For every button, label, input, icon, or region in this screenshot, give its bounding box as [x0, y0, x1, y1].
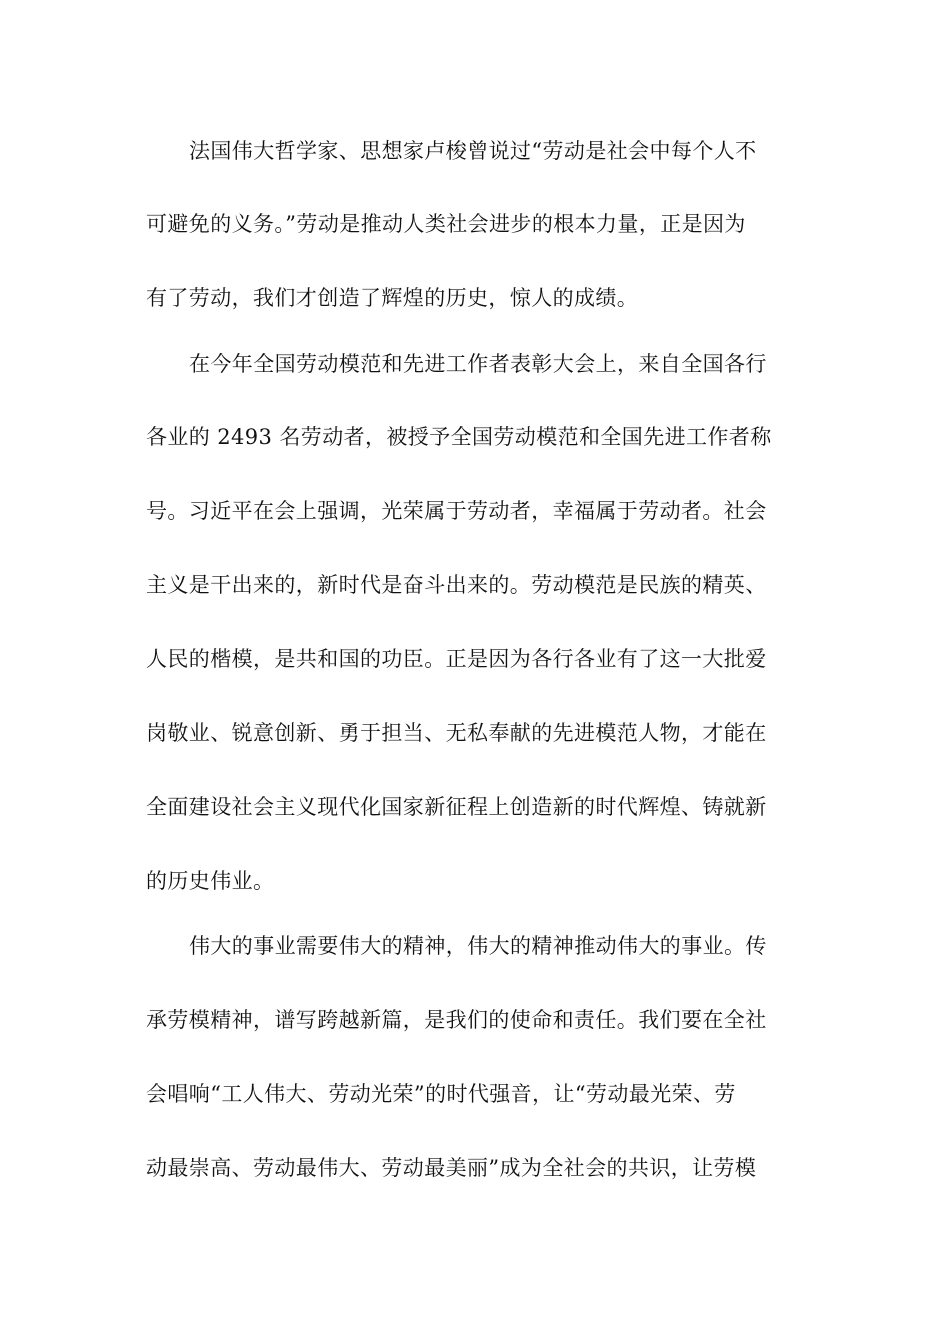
text-line-9: 岗敬业、锐意创新、勇于担当、无私奉献的先进模范人物，才能在 [146, 721, 767, 745]
text-line-6: 号。习近平在会上强调，光荣属于劳动者，幸福属于劳动者。社会 [146, 499, 767, 523]
text-line-10: 全面建设社会主义现代化国家新征程上创造新的时代辉煌、铸就新 [146, 795, 767, 819]
text-line-11: 的历史伟业。 [146, 869, 275, 893]
text-line-2: 可避免的义务。”劳动是推动人类社会进步的根本力量，正是因为 [146, 212, 746, 236]
text-line-14: 会唱响“工人伟大、劳动光荣”的时代强音，让“劳动最光荣、劳 [146, 1082, 736, 1106]
text-line-7: 主义是干出来的，新时代是奋斗出来的。劳动模范是民族的精英、 [146, 573, 767, 597]
text-line-3: 有了劳动，我们才创造了辉煌的历史，惊人的成绩。 [146, 286, 639, 310]
text-line-1: 法国伟大哲学家、思想家卢梭曾说过“劳动是社会中每个人不 [189, 139, 757, 163]
text-line-13: 承劳模精神，谱写跨越新篇，是我们的使命和责任。我们要在全社 [146, 1008, 767, 1032]
text-line-12: 伟大的事业需要伟大的精神，伟大的精神推动伟大的事业。传 [189, 934, 767, 958]
text-line-5: 各业的 2493 名劳动者，被授予全国劳动模范和全国先进工作者称 [146, 425, 772, 449]
text-line-8: 人民的楷模，是共和国的功臣。正是因为各行各业有了这一大批爱 [146, 647, 767, 671]
text-line-4: 在今年全国劳动模范和先进工作者表彰大会上，来自全国各行 [189, 352, 767, 376]
text-line-15: 动最崇高、劳动最伟大、劳动最美丽”成为全社会的共识，让劳模 [146, 1156, 757, 1180]
